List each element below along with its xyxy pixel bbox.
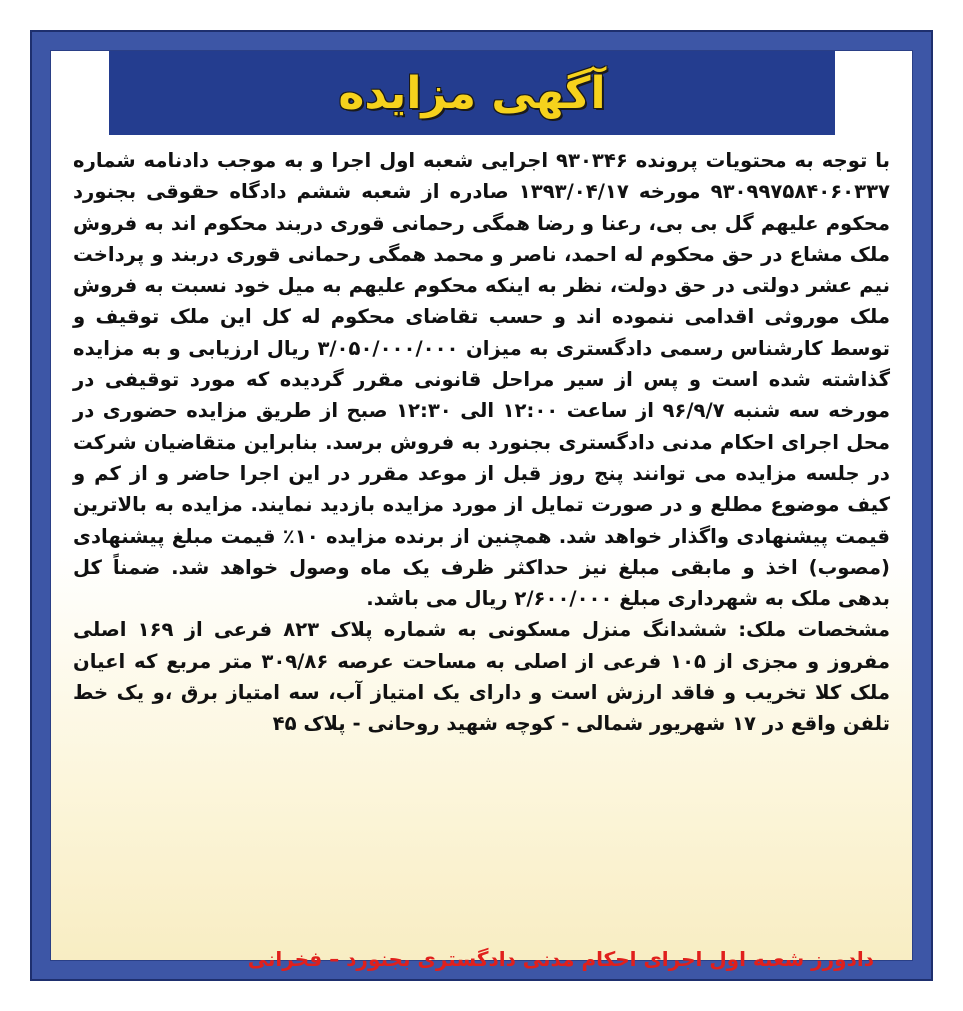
notice-body — [73, 145, 890, 740]
notice-panel — [50, 50, 913, 971]
notice-main-paragraph: با توجه به محتویات پرونده ۹۳۰۳۴۶ اجرایی شعبه اول اجرا و به موجب دادنامه شماره ۹۳۰۹۹۷۵۸۴۰۶۰۳۳۷ مورخه ۱۳۹۳/۰۴/۱۷ صادره از شعبه ششم دادگاه حقوقی بجنورد محکوم علیهم گل بی بی، رعنا و رضا همگی رحمانی قوری دربند محکوم اند به فروش ملک مشاع در حق محکوم له احمد، ناصر و محمد همگی رحمانی قوری دربند و پرداخت نیم عشر دولتی در حق دولت، نظر به اینکه محکوم علیهم به میل خود نسبت به فروش ملک موروثی اقدامی ننموده اند و حسب تقاضای محکوم له کل این ملک توقیف و توسط کارشناس رسمی دادگستری به میزان ۳/۰۵۰/۰۰۰/۰۰۰ ریال ارزیابی و به مزایده گذاشته شده است و پس از سیر مراحل قانونی مقرر گردیده که مورد توقیفی در مورخه سه شنبه ۹۶/۹/۷ از ساعت ۱۲:۰۰ الی ۱۲:۳۰ صبح از طریق مزایده حضوری در محل اجرای احکام مدنی دادگستری بجنورد به فروش برسد. بنابراین متقاضیان شرکت در جلسه مزایده می توانند پنج روز قبل از موعد مقرر در این اجرا حاضر و از کم و کیف موضوع مطلع و در صورت تمایل از مورد مزایده بازدید نمایند. مزایده به بالاترین قیمت پیشنهادی واگذار خواهد شد. همچنین از برنده مزایده ۱۰٪ قیمت مبلغ پیشنهادی (مصوب) اخذ و مابقی مبلغ نیز حداکثر ظرف یک ماه وصول خواهد شد. ضمناً کل بدهی ملک به شهرداری مبلغ ۲/۶۰۰/۰۰۰ ریال می باشد. — [73, 149, 891, 611]
title-banner — [109, 51, 835, 135]
notice-frame — [30, 30, 933, 981]
property-specs-paragraph: مشخصات ملک: ششدانگ منزل مسکونی به شماره پلاک ۸۲۳ فرعی از ۱۶۹ اصلی مفروز و مجزی از ۱۰۵ فرعی از اصلی به مساحت عرصه ۳۰۹/۸۶ متر مربع که اعیان ملک کلا تخریب و فاقد ارزش است و دارای یک امتیاز آب، سه امتیاز برق ،و یک خط تلفن واقع در ۱۷ شهریور شمالی - کوچه شهید روحانی - پلاک ۴۵ — [73, 618, 891, 736]
notice-title: آگهی مزایده — [338, 67, 606, 119]
signature-line: دادورز شعبه اول اجرای احکام مدنی دادگستری بجنورد – فخرانی — [247, 947, 874, 971]
